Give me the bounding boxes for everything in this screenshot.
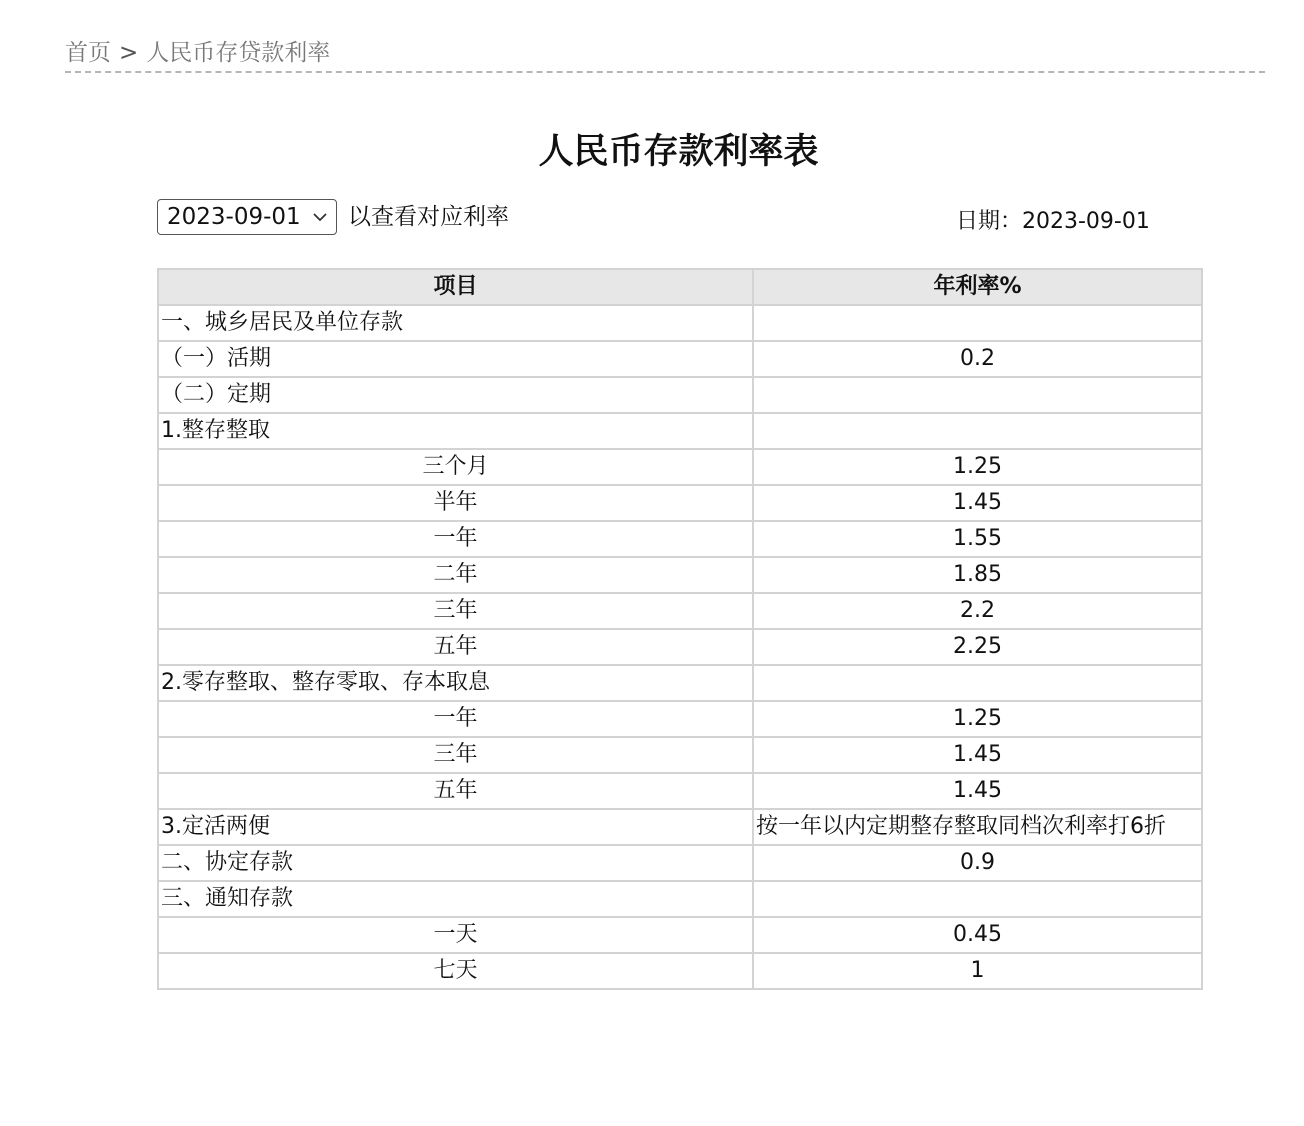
table-row: [158, 953, 1202, 989]
row-item-cell: 一、城乡居民及单位存款: [158, 305, 753, 341]
row-item-cell: 三年: [158, 737, 753, 773]
row-item-cell: 一天: [158, 917, 753, 953]
header-rate: 年利率%: [753, 269, 1202, 305]
row-rate-cell: 2.2: [753, 593, 1202, 629]
row-item-cell: 3.定活两便: [158, 809, 753, 845]
row-rate-cell: 0.2: [753, 341, 1202, 377]
page-title: 人民币存款利率表: [538, 132, 819, 172]
row-item-cell: 二年: [158, 557, 753, 593]
row-rate-cell: 1.25: [753, 701, 1202, 737]
row-rate-cell: 1.45: [753, 773, 1202, 809]
rates-table-body: [158, 305, 1202, 989]
row-rate-cell: 1.25: [753, 449, 1202, 485]
table-row: [158, 341, 1202, 377]
breadcrumb-separator: >: [119, 40, 139, 66]
row-rate-cell: [753, 305, 1202, 341]
breadcrumb-home-link[interactable]: 首页: [65, 40, 111, 66]
row-rate-cell: 0.45: [753, 917, 1202, 953]
table-row: [158, 845, 1202, 881]
table-row: [158, 737, 1202, 773]
row-rate-cell: 1.85: [753, 557, 1202, 593]
table-row: [158, 593, 1202, 629]
table-row: [158, 413, 1202, 449]
row-item-cell: 二、协定存款: [158, 845, 753, 881]
row-item-cell: 半年: [158, 485, 753, 521]
table-row: [158, 881, 1202, 917]
table-header-row: [158, 269, 1202, 305]
table-row: [158, 773, 1202, 809]
row-item-cell: 1.整存整取: [158, 413, 753, 449]
row-item-cell: 一年: [158, 521, 753, 557]
row-rate-cell: [753, 377, 1202, 413]
table-row: [158, 917, 1202, 953]
date-display: 日期：2023-09-01: [956, 209, 1150, 234]
row-item-cell: 三、通知存款: [158, 881, 753, 917]
breadcrumb: [65, 36, 1265, 73]
table-row: [158, 557, 1202, 593]
row-rate-cell: [753, 665, 1202, 701]
rates-table: [157, 268, 1203, 990]
row-item-cell: 三年: [158, 593, 753, 629]
table-row: [158, 809, 1202, 845]
table-row: [158, 521, 1202, 557]
date-select-value: 2023-09-01: [167, 204, 301, 230]
row-rate-cell: 1.45: [753, 485, 1202, 521]
date-select-hint: 以查看对应利率: [348, 204, 509, 230]
table-row: [158, 485, 1202, 521]
row-rate-cell: 2.25: [753, 629, 1202, 665]
chevron-down-icon: [310, 200, 330, 234]
header-item: 项目: [158, 269, 753, 305]
row-rate-cell: [753, 881, 1202, 917]
date-select[interactable]: [157, 199, 337, 235]
row-rate-cell: [753, 413, 1202, 449]
table-row: [158, 665, 1202, 701]
table-row: [158, 629, 1202, 665]
row-item-cell: （二）定期: [158, 377, 753, 413]
row-rate-cell: 按一年以内定期整存整取同档次利率打6折: [753, 809, 1202, 845]
breadcrumb-current[interactable]: 人民币存贷款利率: [146, 40, 331, 66]
row-rate-cell: 0.9: [753, 845, 1202, 881]
row-rate-cell: 1.55: [753, 521, 1202, 557]
row-item-cell: 七天: [158, 953, 753, 989]
table-row: [158, 377, 1202, 413]
row-rate-cell: 1.45: [753, 737, 1202, 773]
row-item-cell: 五年: [158, 773, 753, 809]
row-rate-cell: 1: [753, 953, 1202, 989]
row-item-cell: 五年: [158, 629, 753, 665]
row-item-cell: （一）活期: [158, 341, 753, 377]
row-item-cell: 三个月: [158, 449, 753, 485]
table-row: [158, 305, 1202, 341]
row-item-cell: 2.零存整取、整存零取、存本取息: [158, 665, 753, 701]
table-row: [158, 701, 1202, 737]
row-item-cell: 一年: [158, 701, 753, 737]
table-row: [158, 449, 1202, 485]
